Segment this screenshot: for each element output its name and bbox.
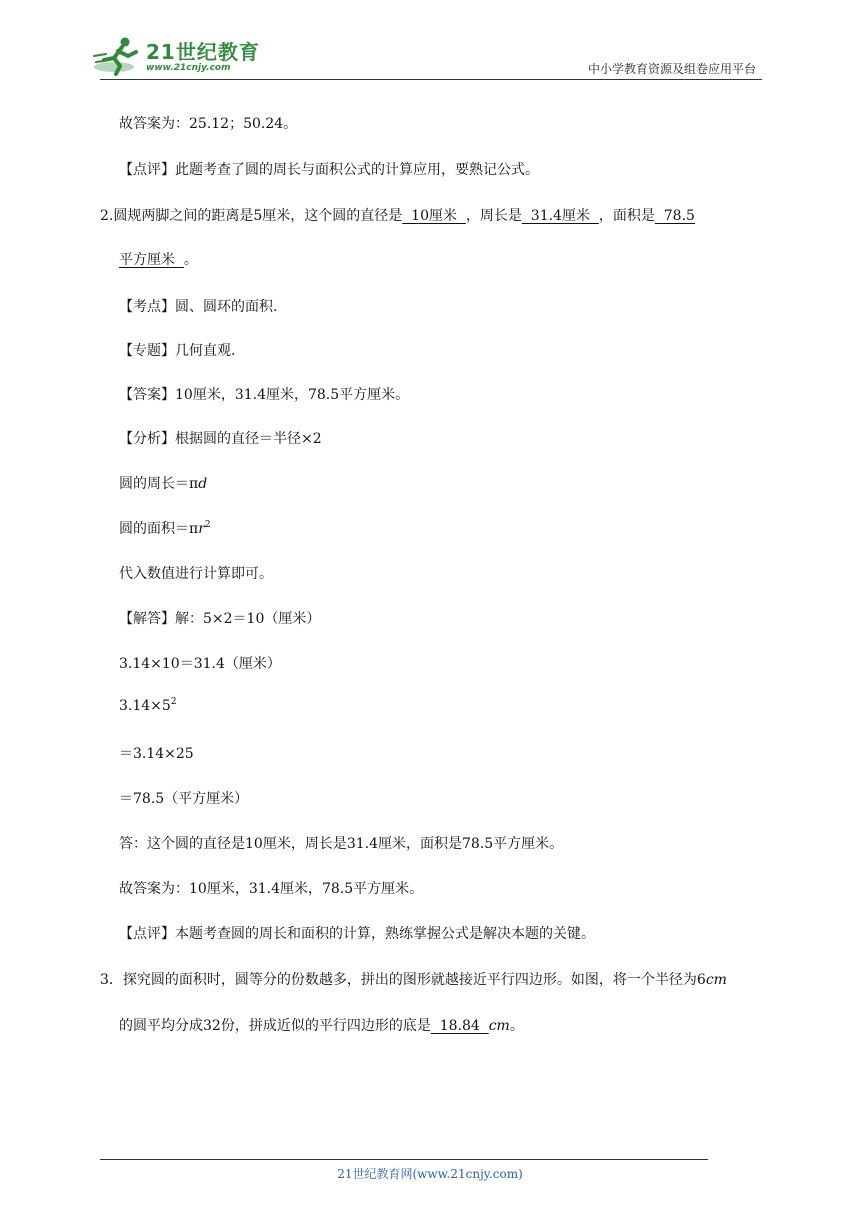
q2-text-e: 。 xyxy=(183,252,198,268)
formula-circumference xyxy=(119,473,207,493)
q2-text-a: 2.圆规两脚之间的距离是5厘米，这个圆的直径是 xyxy=(100,208,403,224)
zhuanti-line: 【专题】几何直观. xyxy=(119,343,236,359)
q3-blank-base: 18.84 xyxy=(430,1018,489,1034)
step-2 xyxy=(119,698,177,714)
q2-text-d: ，面积是 xyxy=(598,208,655,224)
header-platform-text: 中小学教育资源及组卷应用平台 xyxy=(587,62,756,76)
comment-line-q1: 【点评】此题考查了圆的周长与面积公式的计算应用，要熟记公式。 xyxy=(119,162,539,178)
answer-summary: 故答案为：10厘米，31.4厘米，78.5平方厘米。 xyxy=(119,881,424,897)
question-2-line-1 xyxy=(100,205,695,225)
question-3-line-2 xyxy=(119,1015,524,1035)
step-2-exponent: 2 xyxy=(170,697,177,707)
header-divider xyxy=(100,79,762,80)
question-2-line-2 xyxy=(119,249,198,269)
q3-text-a: 3．探究圆的面积时，圆等分的份数越多，拼出的图形就越接近平行四边形。如图，将一个半径为6 xyxy=(100,972,706,988)
calc-instruction: 代入数值进行计算即可。 xyxy=(119,566,273,582)
formula-exponent: 2 xyxy=(204,520,211,530)
q2-blank-circumference: 31.4厘米 xyxy=(521,208,599,224)
answer-statement: 答：这个圆的直径是10厘米，周长是31.4厘米，面积是78.5平方厘米。 xyxy=(119,836,564,852)
fenxi-line: 【分析】根据圆的直径＝半径×2 xyxy=(119,431,322,447)
logo-text: 21世纪教育 xyxy=(146,40,260,64)
answer-line-q1: 故答案为：25.12；50.24。 xyxy=(119,116,298,132)
dianping-line: 【点评】本题考查圆的周长和面积的计算，熟练掌握公式是解决本题的关键。 xyxy=(119,926,595,942)
q3-text-b: 的圆平均分成32份，拼成近似的平行四边形的底是 xyxy=(119,1018,431,1034)
logo-url: www.21cnjy.com xyxy=(146,63,231,73)
daan-line: 【答案】10厘米，31.4厘米，78.5平方厘米。 xyxy=(119,387,410,403)
q3-unit-2: cm xyxy=(488,1018,510,1034)
q3-unit-1: cm xyxy=(705,972,727,988)
step-2-base: 3.14×5 xyxy=(119,698,171,714)
q3-text-c: 。 xyxy=(509,1018,524,1034)
formula-d: d xyxy=(198,476,208,492)
formula-r: r xyxy=(198,521,205,537)
footer-text: 21世纪教育网(www.21cnjy.com) xyxy=(337,1167,523,1181)
step-4: ＝78.5（平方厘米） xyxy=(119,791,249,807)
jieda-line: 【解答】解：5×2＝10（厘米） xyxy=(119,611,321,627)
q2-blank-area-unit: 平方厘米 xyxy=(119,252,184,268)
q2-blank-area: 78.5 xyxy=(654,208,695,224)
formula-circumference-text: 圆的周长＝π xyxy=(119,476,199,492)
footer-divider xyxy=(100,1159,708,1160)
question-3-line-1 xyxy=(100,969,727,989)
q2-blank-diameter: 10厘米 xyxy=(402,208,466,224)
q2-text-c: ，周长是 xyxy=(465,208,522,224)
kaodian-line: 【考点】圆、圆环的面积. xyxy=(119,299,278,315)
page-header xyxy=(0,0,860,80)
formula-area-text: 圆的面积＝π xyxy=(119,521,199,537)
step-1: 3.14×10＝31.4（厘米） xyxy=(119,656,281,672)
formula-area xyxy=(119,518,211,538)
step-3: ＝3.14×25 xyxy=(119,746,194,762)
